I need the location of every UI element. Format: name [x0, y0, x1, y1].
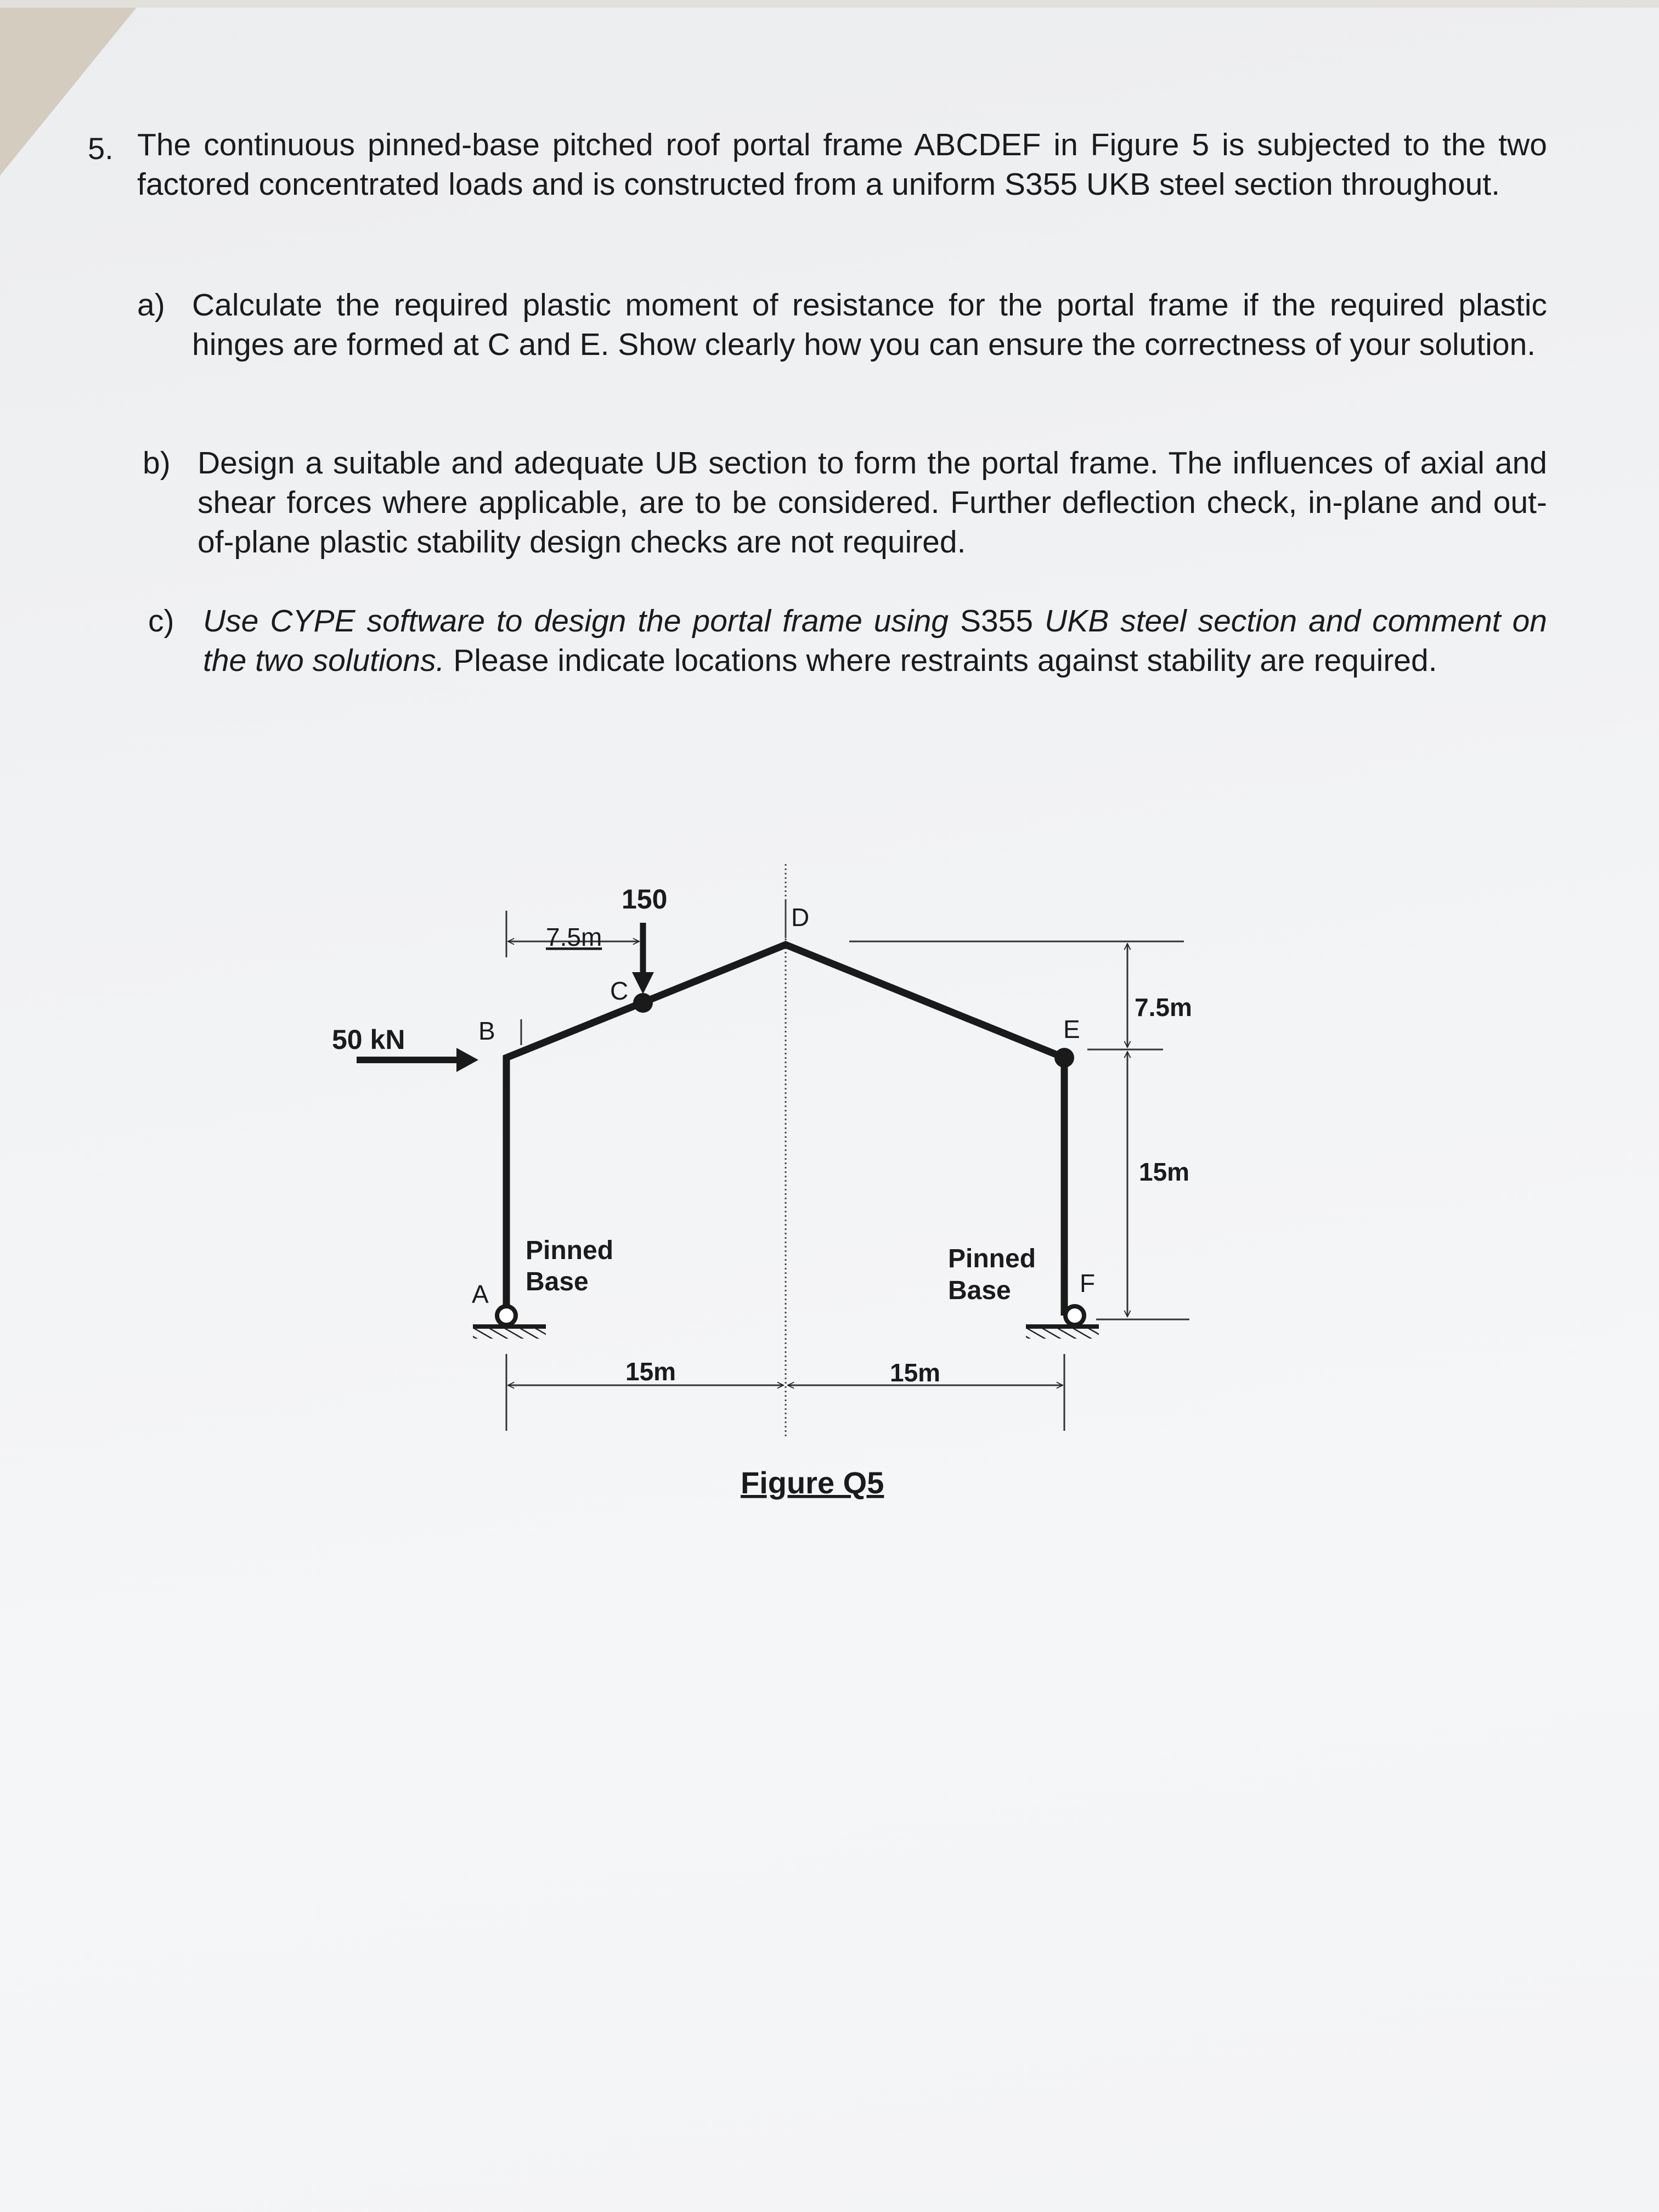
- part-c-label: c): [148, 603, 174, 639]
- load-50kn-label: 50 kN: [332, 1024, 405, 1055]
- part-b-text: Design a suitable and adequate UB section to form the portal frame. The influences of axial and shear forces where applicable, are to be considered. Further deflection check, in-plane and out-of-plane plastic stability design checks are not required.: [198, 445, 1547, 560]
- part-a-label: a): [137, 287, 165, 323]
- left-support-label-1: Pinned: [526, 1236, 614, 1265]
- dim-span-left-label: 15m: [625, 1357, 676, 1386]
- load-150-label: 150: [622, 884, 668, 915]
- dim-span-right-label: 15m: [890, 1358, 941, 1387]
- load-150-arrowhead: [632, 972, 654, 994]
- dim-offset-label: 7.5m: [546, 923, 602, 951]
- support-pin-f: [1065, 1306, 1084, 1325]
- part-c-text-1: Use CYPE software to design the portal frame using: [203, 603, 960, 639]
- node-b-label: B: [478, 1017, 495, 1045]
- part-c-text-2: S355: [960, 603, 1034, 639]
- dim-column-label: 15m: [1139, 1158, 1190, 1186]
- part-c-text-6: Please indicate locations where restraints against stability are required.: [453, 643, 1437, 678]
- part-c-text-5: on the two solutions.: [203, 603, 1547, 678]
- part-a-text: Calculate the required plastic moment of resistance for the portal frame if the required plastic hinges are formed at C and E. Show clearly how you can ensure the correctness of your solution.: [192, 287, 1547, 362]
- support-hatch-f: [1026, 1328, 1099, 1339]
- node-f-label: F: [1080, 1269, 1096, 1297]
- node-e-label: E: [1063, 1015, 1080, 1043]
- support-pin-a: [497, 1306, 516, 1325]
- support-hatch-a: [473, 1328, 546, 1339]
- node-c-label: C: [610, 977, 629, 1005]
- figure-caption: Figure Q5: [741, 1465, 884, 1500]
- plastic-hinge-c: [633, 993, 653, 1013]
- dim-rise-label: 7.5m: [1135, 993, 1192, 1022]
- part-b-label: b): [143, 445, 171, 481]
- part-c-text-3: UKB steel section: [1033, 603, 1309, 639]
- question-number: 5.: [88, 131, 114, 166]
- node-a-label: A: [472, 1280, 489, 1308]
- part-c-text-4: and comment: [1308, 603, 1501, 639]
- node-d-label: D: [791, 903, 810, 932]
- right-support-label-1: Pinned: [948, 1244, 1036, 1273]
- left-support-label-2: Base: [526, 1267, 589, 1296]
- plastic-hinge-e: [1054, 1048, 1074, 1068]
- load-50kn-arrowhead: [456, 1048, 478, 1072]
- question-intro-text: The continuous pinned-base pitched roof portal frame ABCDEF in Figure 5 is subjected to the two factored concentrated loads and is constructed from a uniform S355 UKB steel section throughout.: [137, 127, 1547, 202]
- right-support-label-2: Base: [948, 1276, 1011, 1305]
